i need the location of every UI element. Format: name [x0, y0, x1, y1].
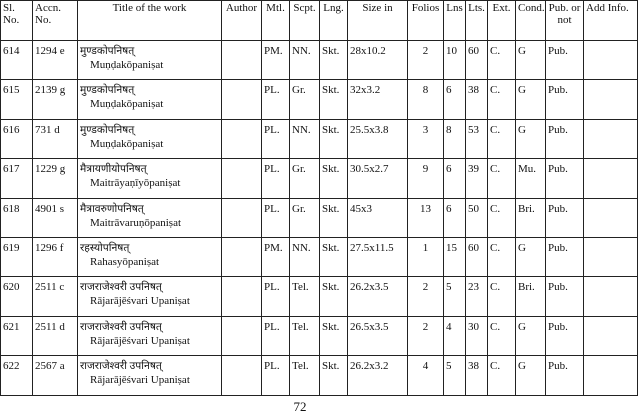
title-devanagari: मुण्डकोपनिषत् [80, 85, 135, 97]
cell-extent: C. [488, 316, 516, 355]
cell-lines: 6 [444, 159, 466, 198]
cell-title [78, 277, 222, 316]
title-transliteration: Muṇḍakōpaniṣat [90, 98, 164, 111]
cell-language: Skt. [320, 316, 348, 355]
cell-sl-no: 614 [1, 41, 33, 80]
cell-condition: G [516, 237, 546, 276]
cell-additional-info [584, 80, 638, 119]
cell-language: Skt. [320, 198, 348, 237]
cell-published: Pub. [546, 356, 584, 395]
table-row [1, 80, 638, 119]
title-devanagari: मैत्रावरुणोपनिषत् [80, 203, 144, 215]
cell-author [222, 119, 262, 158]
cell-script: Gr. [290, 80, 320, 119]
col-header-author: Author [222, 1, 262, 41]
cell-additional-info [584, 159, 638, 198]
cell-author [222, 198, 262, 237]
col-header-accn-no: Accn. No. [33, 1, 78, 41]
cell-extent: C. [488, 159, 516, 198]
cell-accn-no: 731 d [33, 119, 78, 158]
cell-accn-no: 1294 e [33, 41, 78, 80]
col-header-additional-info: Add Info. [584, 1, 638, 41]
cell-author [222, 159, 262, 198]
col-header-material: Mtl. [262, 1, 290, 41]
cell-condition: G [516, 316, 546, 355]
cell-accn-no: 1296 f [33, 237, 78, 276]
col-header-script: Scpt. [290, 1, 320, 41]
table-body [1, 41, 638, 396]
title-devanagari: मुण्डकोपनिषत् [80, 46, 135, 57]
title-transliteration: Muṇḍakōpaniṣat [90, 59, 164, 71]
col-header-language: Lng. [320, 1, 348, 41]
cell-folios: 2 [408, 277, 444, 316]
cell-additional-info [584, 316, 638, 355]
cell-folios: 2 [408, 41, 444, 80]
cell-accn-no: 1229 g [33, 159, 78, 198]
cell-lines: 15 [444, 237, 466, 276]
cell-extent: C. [488, 356, 516, 395]
cell-material: PL. [262, 198, 290, 237]
cell-sl-no: 617 [1, 159, 33, 198]
col-header-published: Pub. or not [546, 1, 584, 41]
cell-condition: G [516, 119, 546, 158]
title-devanagari: रहस्योपनिषत् [80, 242, 130, 254]
cell-extent: C. [488, 119, 516, 158]
cell-title [78, 119, 222, 158]
cell-size: 27.5x11.5 [348, 237, 408, 276]
cell-accn-no: 2511 c [33, 277, 78, 316]
cell-script: Tel. [290, 316, 320, 355]
col-header-sl-no: Sl. No. [1, 1, 33, 41]
cell-lines: 6 [444, 198, 466, 237]
cell-size: 25.5x3.8 [348, 119, 408, 158]
cell-letters: 39 [466, 159, 488, 198]
title-transliteration: Muṇḍakōpaniṣat [90, 137, 164, 150]
col-header-condition: Cond. [516, 1, 546, 41]
col-header-size: Size in [348, 1, 408, 41]
cell-sl-no: 621 [1, 316, 33, 355]
cell-lines: 10 [444, 41, 466, 80]
cell-material: PL. [262, 356, 290, 395]
cell-sl-no: 622 [1, 356, 33, 395]
cell-published: Pub. [546, 237, 584, 276]
col-header-folios: Folios [408, 1, 444, 41]
cell-additional-info [584, 119, 638, 158]
cell-lines: 5 [444, 277, 466, 316]
cell-condition: Bri. [516, 277, 546, 316]
cell-script: Gr. [290, 198, 320, 237]
cell-condition: Mu. [516, 159, 546, 198]
cell-script: NN. [290, 41, 320, 80]
table-row [1, 356, 638, 395]
cell-author [222, 356, 262, 395]
cell-author [222, 80, 262, 119]
cell-letters: 53 [466, 119, 488, 158]
cell-language: Skt. [320, 277, 348, 316]
table-row [1, 277, 638, 316]
title-devanagari: राजराजेश्वरी उपनिषत् [80, 321, 162, 333]
cell-size: 26.2x3.5 [348, 277, 408, 316]
cell-extent: C. [488, 41, 516, 80]
cell-published: Pub. [546, 316, 584, 355]
cell-author [222, 237, 262, 276]
table-row [1, 316, 638, 355]
cell-material: PL. [262, 80, 290, 119]
table-row [1, 41, 638, 80]
cell-letters: 50 [466, 198, 488, 237]
cell-additional-info [584, 356, 638, 395]
cell-published: Pub. [546, 119, 584, 158]
col-header-letters: Lts. [466, 1, 488, 41]
cell-folios: 1 [408, 237, 444, 276]
cell-additional-info [584, 198, 638, 237]
cell-sl-no: 615 [1, 80, 33, 119]
cell-script: Gr. [290, 159, 320, 198]
cell-extent: C. [488, 237, 516, 276]
cell-letters: 38 [466, 356, 488, 395]
cell-folios: 2 [408, 316, 444, 355]
cell-letters: 38 [466, 80, 488, 119]
cell-condition: G [516, 80, 546, 119]
title-devanagari: राजराजेश्वरी उपनिषत् [80, 361, 162, 373]
cell-language: Skt. [320, 159, 348, 198]
table-row [1, 119, 638, 158]
cell-accn-no: 4901 s [33, 198, 78, 237]
cell-script: NN. [290, 237, 320, 276]
cell-title [78, 41, 222, 80]
title-transliteration: Rājarājēśvari Upaniṣat [90, 374, 190, 387]
cell-folios: 8 [408, 80, 444, 119]
cell-material: PL. [262, 159, 290, 198]
cell-published: Pub. [546, 277, 584, 316]
cell-script: NN. [290, 119, 320, 158]
cell-additional-info [584, 237, 638, 276]
cell-letters: 23 [466, 277, 488, 316]
cell-lines: 4 [444, 316, 466, 355]
cell-material: PM. [262, 237, 290, 276]
cell-material: PL. [262, 316, 290, 355]
cell-accn-no: 2139 g [33, 80, 78, 119]
cell-extent: C. [488, 198, 516, 237]
cell-letters: 30 [466, 316, 488, 355]
cell-extent: C. [488, 277, 516, 316]
cell-lines: 8 [444, 119, 466, 158]
cell-title [78, 80, 222, 119]
cell-folios: 9 [408, 159, 444, 198]
title-transliteration: Rājarājēśvari Upaniṣat [90, 334, 190, 347]
cell-condition: G [516, 41, 546, 80]
cell-title [78, 159, 222, 198]
title-devanagari: मैत्रायणीयोपनिषत् [80, 164, 147, 176]
cell-additional-info [584, 41, 638, 80]
title-transliteration: Rahasyōpaniṣat [90, 255, 160, 268]
cell-title [78, 237, 222, 276]
cell-folios: 13 [408, 198, 444, 237]
cell-sl-no: 618 [1, 198, 33, 237]
cell-author [222, 277, 262, 316]
cell-language: Skt. [320, 237, 348, 276]
cell-additional-info [584, 277, 638, 316]
cell-sl-no: 620 [1, 277, 33, 316]
table-row [1, 237, 638, 276]
cell-size: 26.5x3.5 [348, 316, 408, 355]
cell-size: 26.2x3.2 [348, 356, 408, 395]
cell-title [78, 198, 222, 237]
col-header-lines: Lns [444, 1, 466, 41]
cell-extent: C. [488, 80, 516, 119]
cell-folios: 3 [408, 119, 444, 158]
cell-condition: G [516, 356, 546, 395]
col-header-extent: Ext. [488, 1, 516, 41]
title-devanagari: राजराजेश्वरी उपनिषत् [80, 282, 162, 294]
title-transliteration: Maitrāvaruṇōpaniṣat [90, 216, 182, 229]
cell-language: Skt. [320, 80, 348, 119]
cell-language: Skt. [320, 119, 348, 158]
cell-published: Pub. [546, 159, 584, 198]
cell-size: 30.5x2.7 [348, 159, 408, 198]
page-number: 72 [293, 399, 307, 414]
cell-language: Skt. [320, 41, 348, 80]
cell-lines: 5 [444, 356, 466, 395]
cell-size: 28x10.2 [348, 41, 408, 80]
cell-script: Tel. [290, 277, 320, 316]
table-header [1, 1, 638, 41]
cell-published: Pub. [546, 41, 584, 80]
cell-published: Pub. [546, 198, 584, 237]
cell-letters: 60 [466, 41, 488, 80]
cell-published: Pub. [546, 80, 584, 119]
cell-lines: 6 [444, 80, 466, 119]
cell-accn-no: 2567 a [33, 356, 78, 395]
cell-condition: Bri. [516, 198, 546, 237]
title-devanagari: मुण्डकोपनिषत् [80, 124, 135, 136]
cell-language: Skt. [320, 356, 348, 395]
cell-size: 45x3 [348, 198, 408, 237]
cell-sl-no: 619 [1, 237, 33, 276]
table-row [1, 198, 638, 237]
cell-title [78, 316, 222, 355]
cell-material: PL. [262, 277, 290, 316]
cell-author [222, 41, 262, 80]
table-row [1, 159, 638, 198]
cell-material: PL. [262, 119, 290, 158]
title-transliteration: Maitrāyaṇīyōpaniṣat [90, 177, 181, 190]
cell-accn-no: 2511 d [33, 316, 78, 355]
cell-material: PM. [262, 41, 290, 80]
cell-size: 32x3.2 [348, 80, 408, 119]
cell-folios: 4 [408, 356, 444, 395]
cell-sl-no: 616 [1, 119, 33, 158]
title-transliteration: Rājarājēśvari Upaniṣat [90, 295, 190, 308]
col-header-title: Title of the work [78, 1, 222, 41]
cell-script: Tel. [290, 356, 320, 395]
cell-author [222, 316, 262, 355]
cell-title [78, 356, 222, 395]
cell-letters: 60 [466, 237, 488, 276]
